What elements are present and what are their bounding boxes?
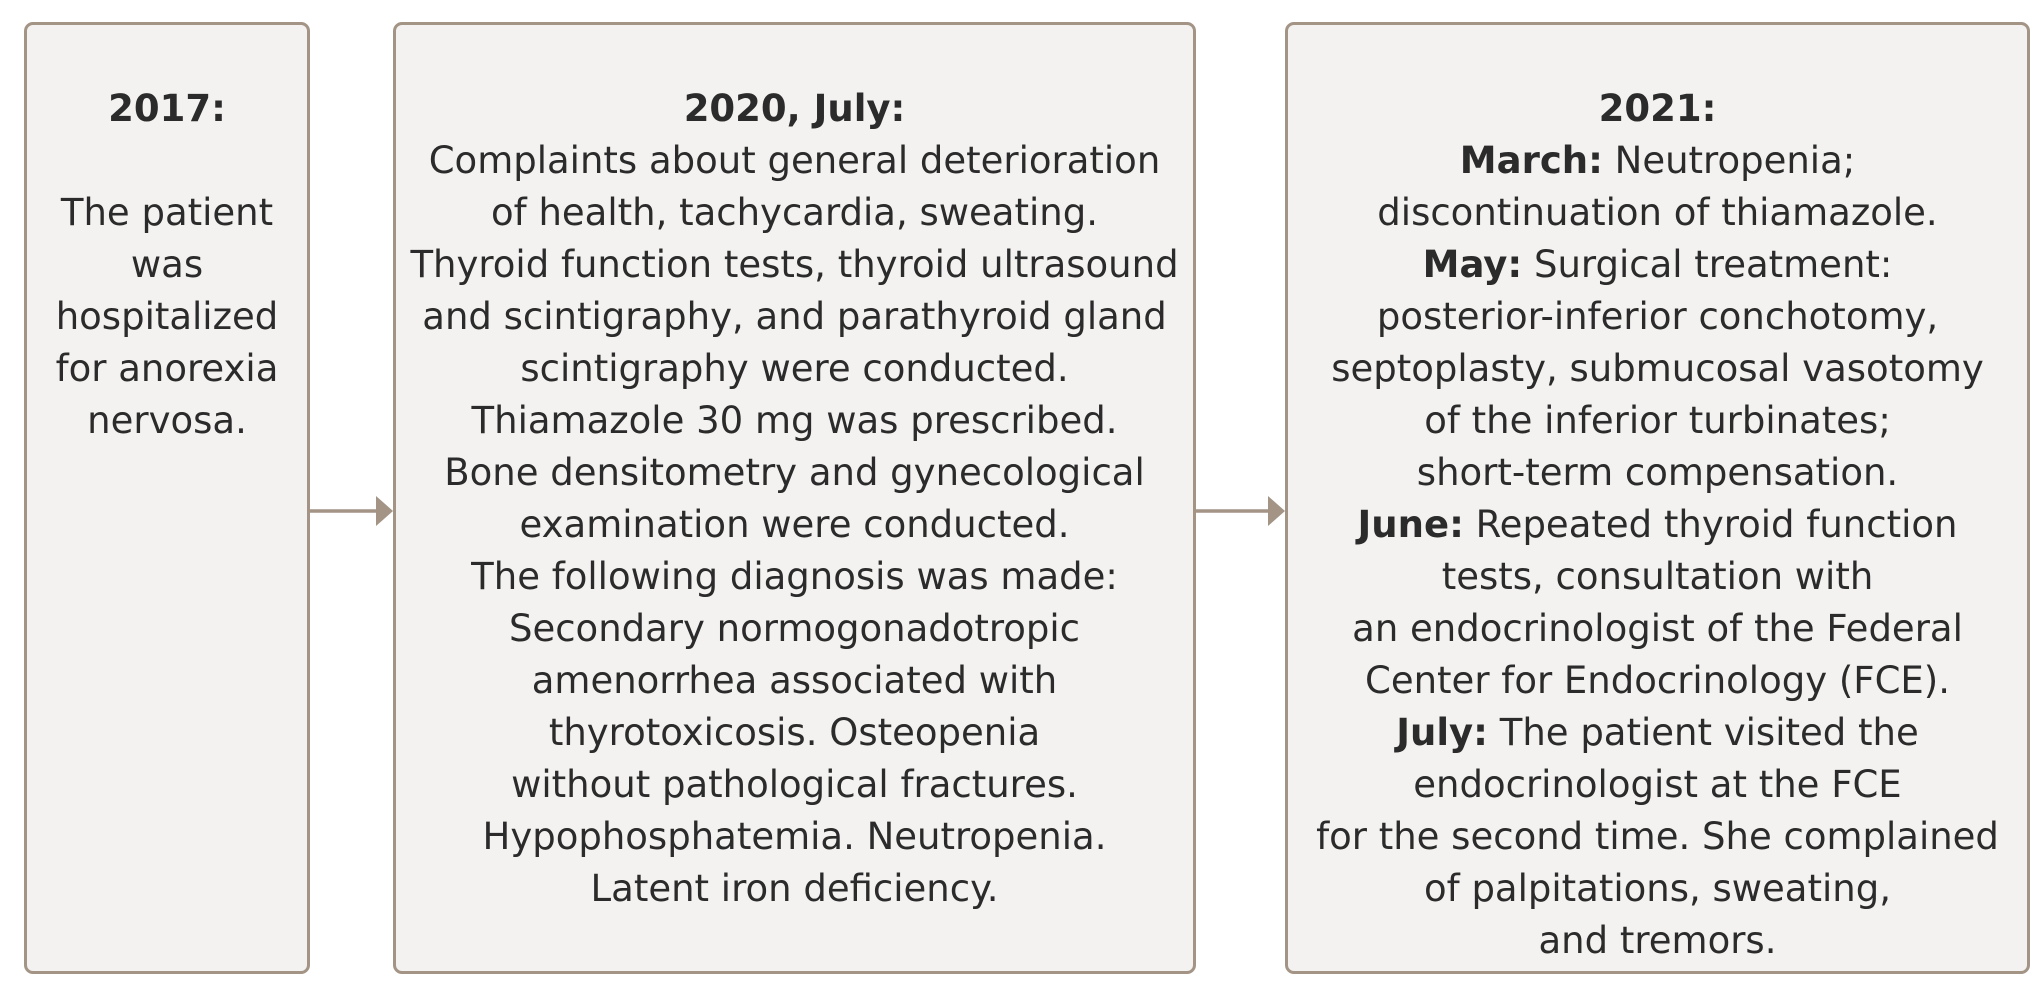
timeline-box-2020-july [393, 22, 1196, 974]
box-text-line: of health, tachycardia, sweating. [491, 191, 1098, 234]
box-title: 2017: [108, 87, 226, 130]
box-title: 2020, July: [683, 87, 906, 130]
box-text-line: Bone densitometry and gynecological [444, 451, 1145, 494]
july-entry [1288, 707, 2027, 759]
box-text-line: amenorrhea associated with [531, 659, 1058, 702]
arrow-connector-1 [310, 494, 393, 528]
box-text-line: Secondary normogonadotropic [508, 607, 1081, 650]
june-text: Repeated thyroid function [1463, 503, 1958, 546]
july-label: July: [1396, 711, 1488, 754]
july-text: The patient visited the [1487, 711, 1919, 754]
march-label: March: [1459, 139, 1603, 182]
march-text: Neutropenia; [1602, 139, 1856, 182]
box-text-line: an endocrinologist of the Federal [1352, 607, 1963, 650]
box-text-line: for anorexia [55, 347, 279, 390]
june-label: June: [1357, 503, 1464, 546]
box-text-line: short-term compensation. [1416, 451, 1899, 494]
box-text-line: septoplasty, submucosal vasotomy [1331, 347, 1984, 390]
march-entry [1288, 135, 2027, 187]
may-entry [1288, 239, 2027, 291]
box-text-line: scintigraphy were conducted. [520, 347, 1069, 390]
box-text-line: hospitalized [55, 295, 279, 338]
box-text-line: and tremors. [1538, 919, 1777, 962]
box-text-line: Hypophosphatemia. Neutropenia. [482, 815, 1107, 858]
box-text-line: Latent iron deficiency. [590, 867, 999, 910]
box-title: 2021: [1598, 87, 1717, 130]
box-text-line: The following diagnosis was made: [471, 555, 1118, 598]
box-text-line: Thiamazole 30 mg was prescribed. [471, 399, 1118, 442]
box-text-line: for the second time. She complained [1316, 815, 1999, 858]
box-text-line: of the inferior turbinates; [1424, 399, 1891, 442]
timeline-box-2021 [1285, 22, 2030, 974]
box-text-line: of palpitations, sweating, [1424, 867, 1891, 910]
box-text-line: Center for Endocrinology (FCE). [1365, 659, 1950, 702]
box-text-line: discontinuation of thiamazole. [1377, 191, 1938, 234]
box-text-line: was [130, 243, 204, 286]
box-text-line: posterior-inferior conchotomy, [1376, 295, 1939, 338]
may-label: May: [1422, 243, 1523, 286]
arrow-connector-2 [1196, 494, 1285, 528]
box-text-line: tests, consultation with [1441, 555, 1874, 598]
may-text: Surgical treatment: [1522, 243, 1893, 286]
box-text-line: without pathological fractures. [511, 763, 1078, 806]
box-text-line: thyrotoxicosis. Osteopenia [548, 711, 1041, 754]
box-text-line: and scintigraphy, and parathyroid gland [422, 295, 1167, 338]
box-text-line: examination were conducted. [519, 503, 1070, 546]
june-entry [1288, 499, 2027, 551]
box-text-line: endocrinologist at the FCE [1413, 763, 1902, 806]
box-text-line: Complaints about general deterioration [428, 139, 1161, 182]
spacer [35, 135, 299, 187]
box-text-line: The patient [60, 191, 274, 234]
timeline-box-2017 [24, 22, 310, 974]
box-text-line: nervosa. [87, 399, 247, 442]
box-text-line: Thyroid function tests, thyroid ultrasound [410, 243, 1179, 286]
